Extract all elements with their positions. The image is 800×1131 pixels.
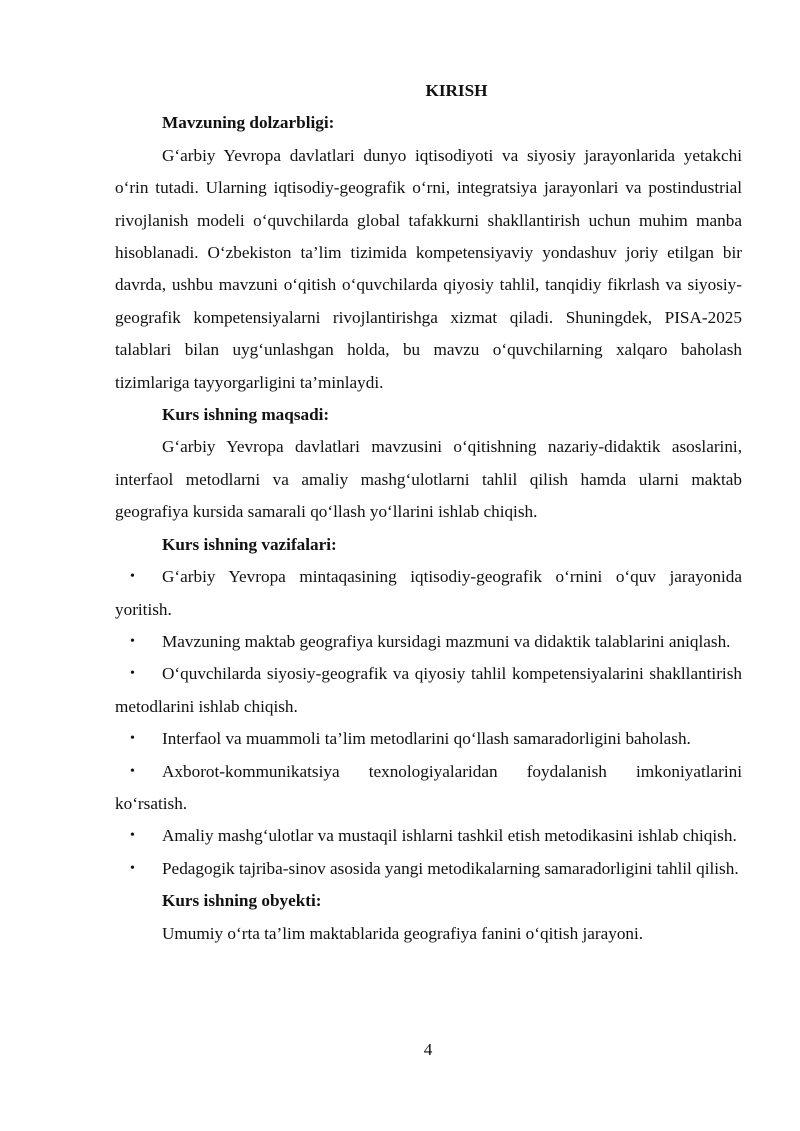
bullet-icon: • bbox=[130, 569, 135, 585]
tasks-list bbox=[115, 561, 742, 885]
bullet-icon: • bbox=[130, 731, 135, 747]
bullet-icon: • bbox=[130, 860, 135, 876]
object-heading: Kurs ishning obyekti: bbox=[162, 891, 322, 911]
task-item bbox=[115, 626, 742, 658]
page-title: KIRISH bbox=[425, 81, 488, 100]
task-item bbox=[115, 723, 742, 755]
tasks-heading: Kurs ishning vazifalari: bbox=[162, 534, 337, 554]
task-item bbox=[115, 820, 742, 852]
goal-paragraph: G‘arbiy Yevropa davlatlari mavzusini o‘qitishning nazariy-didaktik asoslarini, interfaol metodlarni va amaliy mashg‘ulotlarni tahlil qilish hamda ularni maktab geografiya kursida samarali qo‘llash yo‘llarini ishlab chiqish. bbox=[115, 437, 742, 522]
object-paragraph: Umumiy o‘rta ta’lim maktablarida geografiya fanini o‘qitish jarayoni. bbox=[162, 923, 644, 943]
task-item bbox=[115, 853, 742, 885]
bullet-icon: • bbox=[130, 763, 135, 779]
page-number: 4 bbox=[423, 1040, 433, 1059]
task-text: Interfaol va muammoli ta’lim metodlarini qo‘llash samaradorligini baholash. bbox=[162, 729, 691, 749]
bullet-icon: • bbox=[130, 828, 135, 844]
relevance-heading: Mavzuning dolzarbligi: bbox=[162, 113, 335, 133]
task-item bbox=[115, 658, 742, 723]
task-text: O‘quvchilarda siyosiy-geografik va qiyosiy tahlil kompetensiyalarini shakllantirish metodlarini ishlab chiqish. bbox=[115, 664, 742, 716]
task-item bbox=[115, 561, 742, 626]
bullet-icon: • bbox=[130, 633, 135, 649]
task-text: G‘arbiy Yevropa mintaqasining iqtisodiy-geografik o‘rnini o‘quv jarayonida yoritish. bbox=[115, 567, 742, 619]
bullet-icon: • bbox=[130, 666, 135, 682]
relevance-paragraph: G‘arbiy Yevropa davlatlari dunyo iqtisodiyoti va siyosiy jarayonlarida yetakchi o‘rin tutadi. Ularning iqtisodiy-geografik o‘rni, integratsiya jarayonlari va postindustrial rivojlanish modeli o‘quvchilarda global tafakkurni shakllantirish uchun muhim manba hisoblanadi. O‘zbekiston ta’lim tizimida kompetensiyaviy yondashuv joriy etilgan bir davrda, ushbu mavzuni o‘qitish o‘quvchilarda qiyosiy tahlil, tanqidiy fikrlash va siyosiy-geografik kompetensiyalarni rivojlantirishga xizmat qiladi. Shuningdek, PISA-2025 talablari bilan uyg‘unlashgan holda, bu mavzu o‘quvchilarning xalqaro baholash tizimlariga tayyorgarligini ta’minlaydi. bbox=[115, 145, 742, 392]
task-text: Mavzuning maktab geografiya kursidagi mazmuni va didaktik talablarini aniqlash. bbox=[162, 631, 731, 651]
task-text: Amaliy mashg‘ulotlar va mustaqil ishlarni tashkil etish metodikasini ishlab chiqish. bbox=[162, 826, 737, 846]
goal-heading: Kurs ishning maqsadi: bbox=[162, 405, 330, 425]
task-item bbox=[115, 756, 742, 821]
document-page bbox=[115, 75, 742, 950]
task-text: Pedagogik tajriba-sinov asosida yangi metodikalarning samaradorligini tahlil qilish. bbox=[162, 858, 739, 878]
task-text: Axborot-kommunikatsiya texnologiyalaridan foydalanish imkoniyatlarini ko‘rsatish. bbox=[115, 761, 742, 813]
